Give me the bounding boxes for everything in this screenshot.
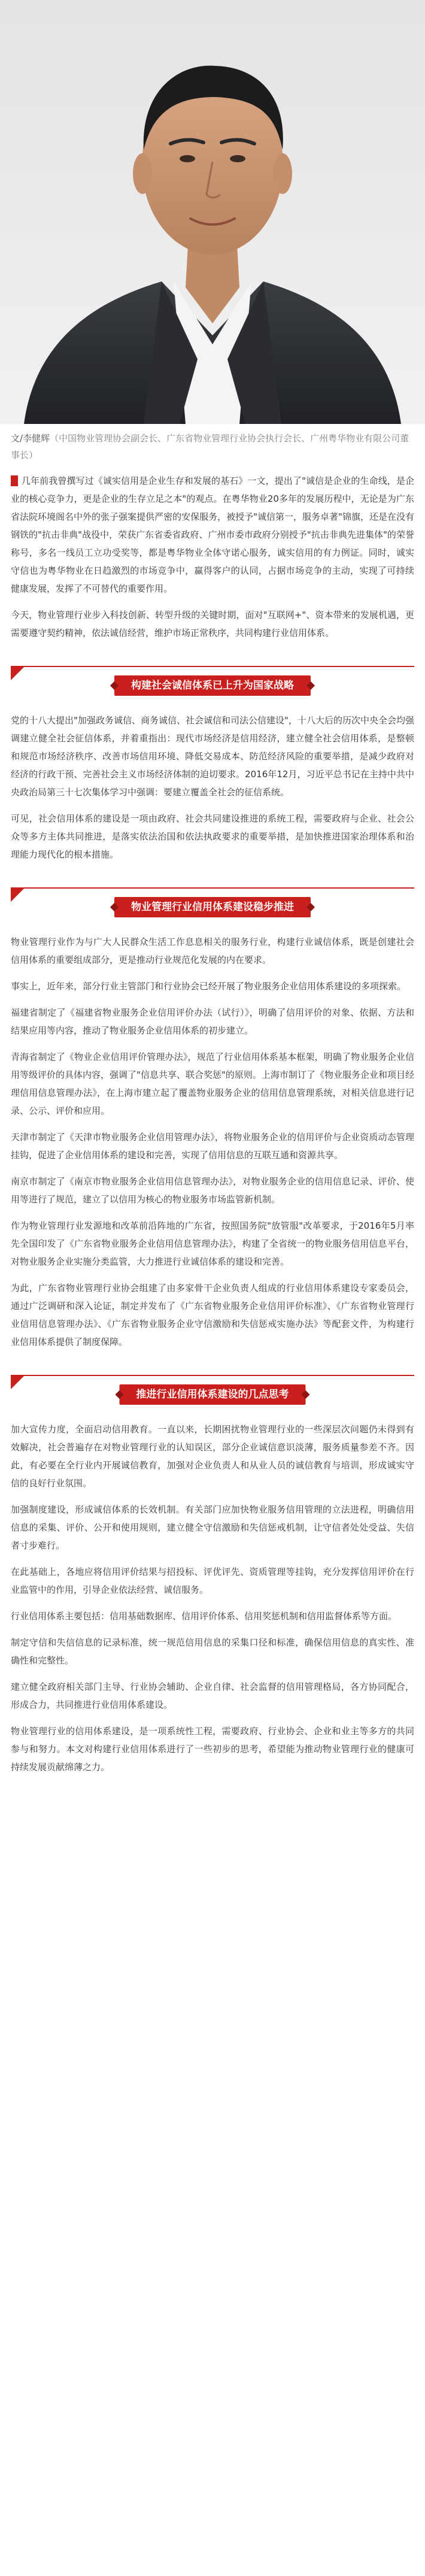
section-3-paragraph: 制定守信和失信信息的记录标准，统一规范信用信息的采集口径和标准，确保信用信息的真实性、准确性和完整性。 — [11, 1637, 414, 1666]
section-2-paragraph: 事实上，近年来，部分行业主管部门和行业协会已经开展了物业服务企业信用体系建设的多项探索。 — [11, 981, 406, 992]
section-2-paragraph: 南京市制定了《南京市物业服务企业信用信息管理办法》，对物业服务企业的信用信息记录、评价、使用等进行了规范，建立了以信用为核心的物业服务市场监管新机制。 — [11, 1176, 414, 1205]
section-title: 物业管理行业信用体系建设稳步推进 — [114, 897, 311, 917]
photo-caption — [11, 430, 414, 463]
section-rule — [11, 1375, 414, 1376]
caption-title: （中国物业管理协会副会长、广东省物业管理行业协会执行会长、广州粤华物业有限公司董事长） — [11, 433, 409, 460]
section-3-paragraph: 建立健全政府相关部门主导、行业协会辅助、企业自律、社会监督的信用管理格局，各方协同配合，形成合力，共同推进行业信用体系建设。 — [11, 1681, 414, 1710]
section-2-paragraph: 青海省制定了《物业企业信用评价管理办法》，规范了行业信用体系基本框架，明确了物业服务企业信用等级评价的具体内容，强调了"信息共享、联合奖惩"的原则。上海市制订了《物业服务企业和项目经理信用信息管理办法》，在上海市建立起了覆盖物业服务企业的信用信息管理系统，对相关信息进行记录、公示、评价和应用。 — [11, 1051, 414, 1116]
section-3-paragraph: 行业信用体系主要包括：信用基础数据库、信用评价体系、信用奖惩机制和信用监督体系等方面。 — [11, 1611, 397, 1622]
section-rule — [11, 666, 414, 667]
section-3-paragraph: 加强制度建设，形成诚信体系的长效机制。有关部门应加快物业服务信用管理的立法进程，明确信用信息的采集、评价、公开和使用规则，建立健全守信激励和失信惩戒机制，让守信者处处受益、失信者寸步难行。 — [11, 1504, 414, 1551]
section-2-paragraph: 物业管理行业作为与广大人民群众生活工作息息相关的服务行业，构建行业诚信体系，既是创建社会信用体系的重要组成部分，更是推动行业规范化发展的内在要求。 — [11, 937, 414, 965]
section-title: 构建社会诚信体系已上升为国家战略 — [114, 675, 311, 696]
section-heading-1 — [11, 666, 414, 697]
section-rule — [11, 887, 414, 889]
section-1-paragraph: 党的十八大提出"加强政务诚信、商务诚信、社会诚信和司法公信建设"，十八大后的历次中央全会均强调建立健全社会征信体系，并着重指出：现代市场经济是信用经济，建立健全社会信用体系，是整顿和规范市场经济秩序、改善市场信用环境、降低交易成本、防范经济风险的重要举措，是减少政府对经济的行政干预、完善社会主义市场经济体制的迫切要求。2016年12月，习近平总书记在主持中共中央政治局第三十七次集体学习中强调：要建立覆盖全社会的征信系统。 — [11, 715, 414, 798]
red-square-marker — [11, 475, 18, 486]
section-corner-marker — [11, 889, 24, 902]
section-3-paragraph: 在此基础上，各地应将信用评价结果与招投标、评优评先、资质管理等挂钩，充分发挥信用评价在行业监管中的作用，引导企业依法经营、诚信服务。 — [11, 1566, 414, 1595]
portrait-illustration — [0, 0, 425, 424]
section-corner-marker — [11, 1376, 24, 1389]
author-portrait — [0, 0, 425, 424]
section-2-paragraph: 作为物业管理行业发源地和改革前沿阵地的广东省，按照国务院"放管服"改革要求，于2016年5月率先全国印发了《广东省物业服务企业信用信息管理办法》，构建了全省统一的物业服务信用信息平台，对物业服务企业实施分类监管，大力推进行业诚信体系的建设和完善。 — [11, 1220, 414, 1267]
article-body — [0, 472, 425, 1776]
section-2-paragraph: 为此，广东省物业管理行业协会组建了由多家骨干企业负责人组成的行业信用体系建设专家委员会，通过广泛调研和深入论证，制定并发布了《广东省物业服务企业信用评价标准》、《广东省物业管理行业信用信息管理办法》、《广东省物业服务企业守信激励和失信惩戒实施办法》等配套文件，为构建行业信用体系提供了制度保障。 — [11, 1283, 414, 1347]
section-1-paragraph: 可见，社会信用体系的建设是一项由政府、社会共同建设推进的系统工程，需要政府与企业、社会公众等多方主体共同推进，是落实依法治国和依法执政要求的重要举措，是加快推进国家治理体系和治理能力现代化的根本措施。 — [11, 813, 414, 860]
section-heading-2 — [11, 887, 414, 919]
intro-paragraph-2: 今天，物业管理行业步入科技创新、转型升级的关键时期，面对"互联网+"、资本带来的发展机遇，更需要遵守契约精神，依法诚信经营，维护市场正常秩序，共同构建行业信用体系。 — [11, 610, 414, 638]
caption-author: 文/李健辉 — [11, 433, 50, 444]
intro-paragraph-1: 几年前我曾撰写过《诚实信用是企业生存和发展的基石》一文，提出了"诚信是企业的生命线，是企业的核心竞争力，更是企业的生存立足之本"的观点。在粤华物业20多年的发展历程中，无论是为广东省法院环境阁名中外的张子强案提供严密的安保服务，被授予"诚信第一，服务卓著"锦旗，还是在没有钢铁的"抗击非典"战役中，荣获广东省委省政府、广州市委市政府分别授予"抗击非典先进集体"的荣誉称号，多名一线员工立功受奖等，都是粤华物业全体守诺心服务，诚实信用的有力例证。同时，诚实守信也为粤华物业在日趋激烈的市场竞争中，赢得客户的认同，占据市场竞争的主动，实现了可持续健康发展，发挥了不可替代的重要作用。 — [11, 475, 414, 594]
section-title: 推进行业信用体系建设的几点思考 — [120, 1384, 306, 1405]
section-2-paragraph: 福建省制定了《福建省物业服务企业信用评价办法（试行）》，明确了信用评价的对象、依据、方法和结果应用等内容，推动了物业服务企业信用体系的初步建立。 — [11, 1007, 414, 1036]
section-corner-marker — [11, 667, 24, 680]
section-2-paragraph: 天津市制定了《天津市物业服务企业信用管理办法》，将物业服务企业的信用评价与企业资质动态管理挂钩，促进了企业信用体系的建设和完善，实现了信用信息的互联互通和资源共享。 — [11, 1132, 414, 1160]
section-3-paragraph: 物业管理行业的信用体系建设，是一项系统性工程，需要政府、行业协会、企业和业主等多方的共同参与和努力。本文对构建行业信用体系进行了一些初步的思考，希望能为推动物业管理行业的健康可持续发展贡献绵薄之力。 — [11, 1726, 414, 1772]
section-heading-3 — [11, 1375, 414, 1406]
section-3-paragraph: 加大宣传力度，全面启动信用教育。一直以来，长期困扰物业管理行业的一些深层次问题仍未得到有效解决，社会普遍存在对物业管理行业的认知误区，部分企业诚信意识淡薄，服务质量参差不齐。因此，有必要在全行业内开展诚信教育，加强对企业负责人和从业人员的诚信教育与培训，形成诚实守信的良好行业氛围。 — [11, 1424, 414, 1489]
